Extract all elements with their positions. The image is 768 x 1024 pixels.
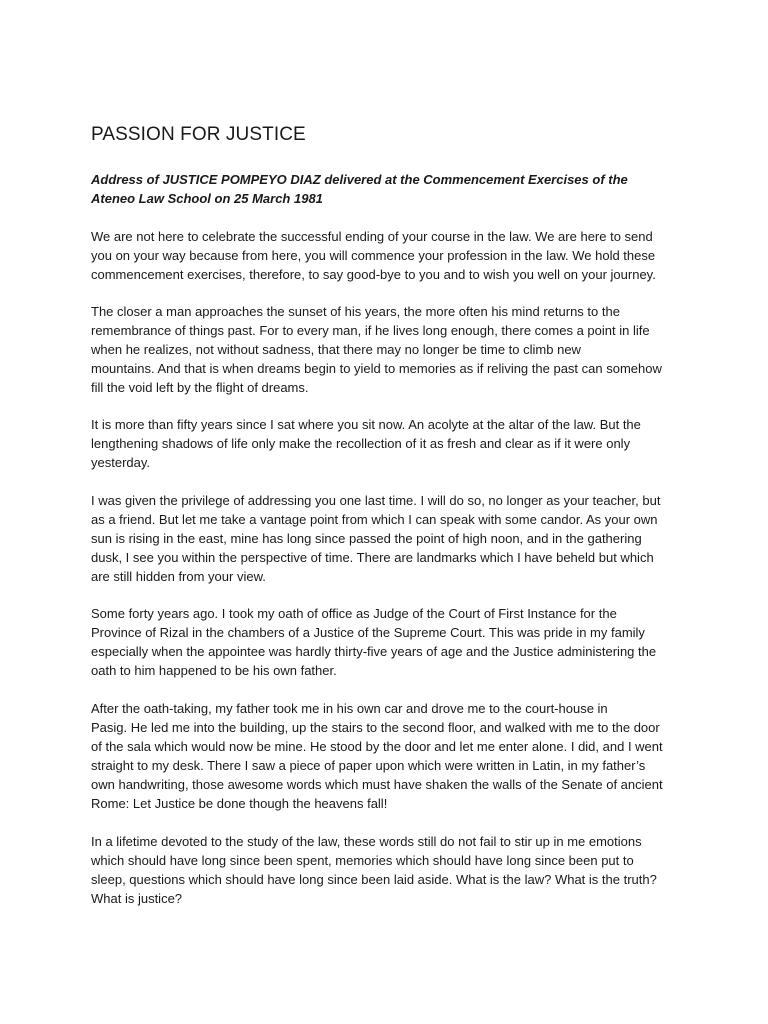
- paragraph-line: yesterday.: [91, 455, 151, 470]
- paragraph-line: Some forty years ago. I took my oath of office as Judge of the Court of First Instance for the: [91, 606, 617, 621]
- paragraph-line: After the oath-taking, my father took me in his own car and drove me to the court-house in: [91, 701, 608, 716]
- document-title: PASSION FOR JUSTICE: [91, 124, 306, 145]
- paragraph-4: [91, 491, 691, 586]
- subtitle-line: Address of JUSTICE POMPEYO DIAZ delivered at the Commencement Exercises of the: [91, 172, 628, 187]
- paragraph-line: Pasig. He led me into the building, up the stairs to the second floor, and walked with me to the door: [91, 720, 660, 735]
- paragraph-line: sun is rising in the east, mine has long since passed the point of high noon, and in the gathering: [91, 531, 642, 546]
- paragraph-line: fill the void left by the flight of dreams.: [91, 380, 309, 395]
- paragraph-line: dusk, I see you within the perspective of time. There are landmarks which I have beheld but which: [91, 550, 654, 565]
- paragraph-line: It is more than fifty years since I sat where you sit now. An acolyte at the altar of the law. But the: [91, 417, 641, 432]
- paragraph-line: as a friend. But let me take a vantage point from which I can speak with some candor. As your own: [91, 512, 658, 527]
- paragraph-line: In a lifetime devoted to the study of the law, these words still do not fail to stir up in me emotions: [91, 834, 642, 849]
- paragraph-line: are still hidden from your view.: [91, 569, 266, 584]
- paragraph-6: [91, 699, 691, 813]
- paragraph-line: Rome: Let Justice be done though the heavens fall!: [91, 796, 388, 811]
- paragraph-line: especially when the appointee was hardly thirty-five years of age and the Justice administering the: [91, 644, 657, 659]
- paragraph-5: [91, 604, 691, 680]
- paragraph-line: which should have long since been spent, memories which should have long since been put to: [91, 853, 634, 868]
- document-subtitle: [91, 170, 691, 208]
- paragraph-line: I was given the privilege of addressing you one last time. I will do so, no longer as your teacher, but: [91, 493, 661, 508]
- paragraph-line: The closer a man approaches the sunset of his years, the more often his mind returns to the: [91, 304, 620, 319]
- paragraph-1: [91, 227, 691, 284]
- paragraph-line: commencement exercises, therefore, to say good-bye to you and to wish you well on your journey.: [91, 267, 656, 282]
- paragraph-line: remembrance of things past. For to every man, if he lives long enough, there comes a point in life: [91, 323, 650, 338]
- paragraph-line: Province of Rizal in the chambers of a Justice of the Supreme Court. This was pride in my family: [91, 625, 645, 640]
- paragraph-7: [91, 832, 691, 908]
- paragraph-line: We are not here to celebrate the successful ending of your course in the law. We are here to send: [91, 229, 653, 244]
- paragraph-line: when he realizes, not without sadness, that there may no longer be time to climb new: [91, 342, 581, 357]
- paragraph-line: oath to him happened to be his own father.: [91, 663, 337, 678]
- paragraph-line: you on your way because from here, you will commence your profession in the law. We hold these: [91, 248, 656, 263]
- paragraph-line: of the sala which would now be mine. He stood by the door and let me enter alone. I did, and I went: [91, 739, 663, 754]
- paragraph-line: mountains. And that is when dreams begin to yield to memories as if reliving the past can somehow: [91, 361, 662, 376]
- paragraph-line: What is justice?: [91, 891, 183, 906]
- paragraph-line: straight to my desk. There I saw a piece of paper upon which were written in Latin, in my father’s: [91, 758, 646, 773]
- paragraph-line: sleep, questions which should have long since been laid aside. What is the law? What is the truth?: [91, 872, 657, 887]
- paragraph-3: [91, 415, 691, 472]
- paragraph-2: [91, 302, 691, 397]
- subtitle-line: Ateneo Law School on 25 March 1981: [91, 191, 323, 206]
- paragraph-line: lengthening shadows of life only make the recollection of it as fresh and clear as if it were only: [91, 436, 631, 451]
- paragraph-line: own handwriting, those awesome words which must have shaken the walls of the Senate of ancient: [91, 777, 663, 792]
